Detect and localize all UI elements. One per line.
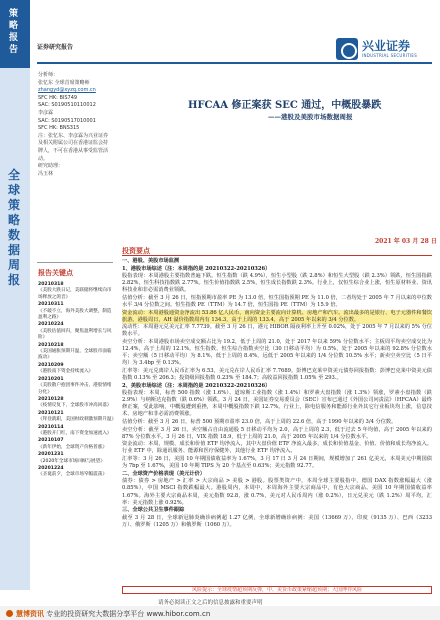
side-top-text: 策略报告 <box>9 9 19 55</box>
related-report-item[interactable] <box>38 438 114 451</box>
body-paragraph: 卖空分析：截至 3 月 26 日，卖空额占自由流通股 5 日移动平均为 2.0，高于上周的 2.3，低于过去 5 年均值，高于 2005 年以来的 87% 分位数水平。3 月 26 日，VIX 指数 18.9，低于上周的 21.0，高于 2005 年以来的 1/4 分位数水平。 <box>122 426 432 440</box>
body-paragraph: 流动性：本周港元兑美元汇率 7.7739。截至 3 月 26 日，港元 HIBOR 隔夜利率上升至 0.02%，处于 2005 年 7 月以来的 5% 分位数水平。 <box>122 324 432 338</box>
body-paragraph: 截至 3 月 28 日，全球新冠肺炎确诊病例超 1.27 亿例，全球新增确诊病例：美国（13669 万）、印度（9135 万）、巴西（3233 万）、俄罗斯（1205 万）和俄罗斯（1060 万）。 <box>122 514 432 528</box>
analyst-note: 注：张忆东、李彦霖为兴业证券及相关附属公司在香港证监会持牌人，不可在香港从事受监管活动。 <box>38 132 109 162</box>
brand-dot-icon <box>6 610 13 617</box>
related-report-date: 20210224 <box>38 322 64 328</box>
footer-brand-name: 慧博资讯 <box>16 610 44 618</box>
footer-tagline: 专业的投资研究大数据分享平台 <box>46 610 145 618</box>
related-report-title: 《2020年全球市场回顾与展望》 <box>38 458 105 464</box>
related-report-item[interactable] <box>38 397 114 410</box>
related-report-date: 20210201 <box>38 376 64 382</box>
body-paragraph: 卖空分析：本周港股市场卖空成交额占比为 19.2，低于上周的 21.0，处于 2017 年以来 59% 分位数水平；主板周平均卖空成交比为 12.4%，高于上周的 12.1%。恒生指数、恒生综合指数卖空比（30 日移动平均）为 0.5%，处于 2005 年以来的 92.8% 分位数水平；卖空额（5 日移动平均）为 8.1%，低于上周的 8.4%，远低于 2005 年以来的 1/4 分位数 10.5% 水平；新卖空卖空比（5 日平均）为 3.4bp 至 0.13%。 <box>122 339 432 367</box>
body-heading: 1、港股市场综述（注：本周指的是 20210322-20210326） <box>122 265 271 272</box>
related-reports-title: 报告关键点 <box>38 269 73 277</box>
brand-logo <box>336 38 417 60</box>
risk-warning: 风险提示：全球疫情超预期反弹，中、美货币政策紧缩超预期；大国博弈风险 <box>122 586 432 594</box>
related-report-date: 20210318 <box>38 282 64 287</box>
related-report-item[interactable] <box>38 377 114 396</box>
related-report-title: 《美股估值回归，聚焦盈利增长与风险》 <box>38 328 112 341</box>
related-report-date: 20201224 <box>38 465 64 471</box>
body-paragraph: 估值分析：截至 3 月 26 日，恒指预期市盈率 PE 为 13.0 倍，恒生国指预期 PE 为 11.0 倍，二者均处于 2005 年 7 月以来的中位数水平 3/4 分位数之间。恒生指数 PE（TTM）为 14.7 倍，恒生国指 PE（TTM）为 15.9 倍。 <box>122 294 432 309</box>
analyst-line: 研究助理： <box>38 163 64 170</box>
report-subtitle: ——港股及美股市场数据周报 <box>268 113 353 121</box>
related-reports-list <box>38 282 117 480</box>
analyst-line: SAC: S0190510110012 <box>38 102 96 109</box>
related-report-item[interactable] <box>38 322 114 341</box>
body-paragraph: 汇率等：3 月 26 日，美国 10 年期国债收益率为 1.67%，3 月 17 日 3 月 24 日期间，规模增加了 261 亿美元，本周美元中期国债为 7bp 至 1.67%，美国 10 年期 TIPS 为 20 个基点至 0.63%；美元指数 92.77。 <box>122 456 432 470</box>
footer-url-link[interactable]: www.hibor.com.cn <box>146 610 211 618</box>
related-report-date: 20210114 <box>38 424 64 430</box>
header-rule <box>37 62 432 64</box>
side-band-text: 全球策略数据周报 <box>8 168 21 287</box>
related-report-date: 20201231 <box>38 452 64 458</box>
section-heading: 投资要点 <box>122 247 150 255</box>
related-report-title: 《港股南下资金持续流入》 <box>38 369 94 375</box>
analyst-line: 张忆东 全球首席策略师 <box>38 79 90 86</box>
body-paragraph: 汇率等：美元兑离岸人民币汇率为 6.53，美元兑在岸人民币汇率 7.7689。彭博巴克莱中资美元债券回报指数：彭博巴克莱中资美元债指数 0.13% 至 206.3；投资级回报指数 0.23% 至 184.7；高收益回报指数 1.05% 至 293.。 <box>122 367 432 381</box>
related-report-item[interactable] <box>38 282 114 301</box>
body-heading: 二、全球资产价格表现（美元计价） <box>122 470 206 477</box>
left-rule <box>37 262 113 263</box>
body-paragraph: 股指表现：本周港股主要指数普遍下跌。恒生指数（跌 4.9%），恒生小型股（跌 2.8%）和恒生大型股（跌 2.3%）领跌，恒生国指跌 2.82%，恒生科技指数跌 2.77%。恒生价值指数跌 2.5%，恒生成长指数跌 2.3%。行业上，仅恒生综合业上涨，恒生原材料业、资讯科技业和非必需消费业领跌。 <box>122 273 432 294</box>
body-paragraph: 估值分析：截至 3 月 26 日，标普 500 预期市盈率 23.0 倍，高于上周的 22.6 倍，高于 1990 年以来的 3/4 分位数。 <box>122 419 397 426</box>
report-body <box>122 258 432 529</box>
analyst-line: 冯玉林 <box>38 170 54 177</box>
body-heading: 三、全球公共卫生事件跟踪 <box>122 507 185 514</box>
related-report-title: 《拜登就职，美国财政刺激预期升温》 <box>38 417 117 423</box>
body-heading: 2、美股市场综述（注：本周指的是 20210322-20210326） <box>122 382 271 389</box>
related-report-item[interactable] <box>38 452 114 465</box>
related-report-title: 《美股散户抱团事件冲击，港股情绪分化》 <box>38 383 112 395</box>
related-report-date: 20210209 <box>38 362 64 368</box>
side-top-banner <box>0 0 30 68</box>
logo-name-en: INDUSTRIAL SECURITIES <box>362 53 418 58</box>
header-label: 证券研究报告 <box>37 44 74 51</box>
footer-brand <box>6 609 210 619</box>
body-paragraph: 资金流动：本周港股通资金净流出 53.86 亿人民币，南向资金主要流向计算机、房地产和汽车。流出最多的是银行、电子元器件和餐饮旅游。港股周日，AH 溢价指数周内有 134.3，高于上周的 133.4，高于 2005 年以来的 3/4 分位数。 <box>122 309 432 323</box>
related-report-item[interactable] <box>38 363 114 376</box>
related-report-date: 20210311 <box>38 302 64 308</box>
related-report-item[interactable] <box>38 302 114 321</box>
related-report-title: 《不破不立，海外美股大调整，制造盈利之路》 <box>38 308 112 321</box>
disclaimer: 请务必阅读正文之后的信息披露和重要声明 <box>158 600 263 606</box>
related-report-item[interactable] <box>38 425 114 438</box>
related-report-item[interactable] <box>38 410 117 424</box>
related-report-title: 《美国通胀预期升温，全球股市面临波动》 <box>38 349 112 361</box>
related-report-item[interactable] <box>38 466 114 479</box>
related-report-title: 《圣诞前夕，全球市场窄幅震荡》 <box>38 472 107 478</box>
analyst-line: 李彦霖 <box>38 109 54 116</box>
analyst-line: 分析师： <box>38 72 59 78</box>
related-report-title: 《美股大跌日记，美联储将继续向市场释放之鸽音》 <box>38 288 112 300</box>
side-band <box>0 68 30 590</box>
related-report-date: 20210218 <box>38 342 64 348</box>
body-paragraph: 资金流动：本周，规模、成长和价值 ETF 均净流入，其中大盘价值 ETF 净流入最多，成长和价值基金、价值、价值和成长均净流入。行业 ETF 中，除通讯服务、能源和医疗保健外，其他行业 ETF 均净流入。 <box>122 441 432 455</box>
logo-mark-icon <box>336 38 358 60</box>
body-heading: 一、港股、美股市场监测 <box>122 258 180 264</box>
related-report-title: 《新年伊始，全球资产价格普涨》 <box>38 444 107 450</box>
related-report-title: 《疫情反复下，全球股市冲高回落》 <box>38 403 112 409</box>
analyst-email-link[interactable]: zhangyd@xyzq.com.cn <box>38 87 96 94</box>
body-paragraph: 债券：债券 > 房地产 > 汇率 > 大宗商品 > 美股 > 港股。股票类资产中，本周全球主要股指中，德国 DAX 指数涨幅最大（涨 0.85%），中国 MSCI 指数跌幅最大。港股周内，本周中，本周海外主要大宗商品中，有色大宗商品。美国 10 年期国债收益率 1.67%。海外主要大宗商品本周，美元指数 92.8，涨 0.7%，美元对人民币周内（涨 0.2%），日元兑美元（跌 1.2%）周平均。汇率：美元指数上涨 0.92%。 <box>122 478 432 506</box>
report-date: 2021 年 03 月 28 日 <box>375 238 437 245</box>
body-paragraph: 股指表现：本周，标普 500 指数（涨 1.6%）、道琼斯工业指数（涨 1.4%）和罗素大盘指数（涨 1.3%）领涨，罗素小盘指数（跌 2.9%）与纳斯达克指数（跌 0.6%）领跌。3 月 24 日，美国证券交易委员会（SEC）宣布已通过《外国公司问责法》（HFCAA）最终修正案，受此影响，中概股遭到重挫，本周中概股指数下跌 12.7%。行业上，除电信服务和能源行业外其它行业板块均上涨，信息技术、房地产和非必需消费领涨。 <box>122 390 432 418</box>
report-title: HFCAA 修正案获 SEC 通过，中概股暴跌 <box>188 100 382 111</box>
related-report-title: 《港股开门红，南下资金加速流入》 <box>38 430 112 436</box>
related-report-item[interactable] <box>38 343 114 362</box>
related-report-date: 20210121 <box>38 410 64 416</box>
logo-name: 兴业证券 <box>362 39 411 53</box>
analyst-line: SFC HK: BIS749 <box>38 94 78 101</box>
analyst-info <box>38 72 112 178</box>
related-report-date: 20210128 <box>38 396 64 402</box>
analyst-line: SAC: S0190517010001 <box>38 117 96 124</box>
related-report-date: 20210107 <box>38 438 64 444</box>
section-rule <box>122 255 432 256</box>
analyst-line: SFC HK: BNS315 <box>38 125 80 132</box>
